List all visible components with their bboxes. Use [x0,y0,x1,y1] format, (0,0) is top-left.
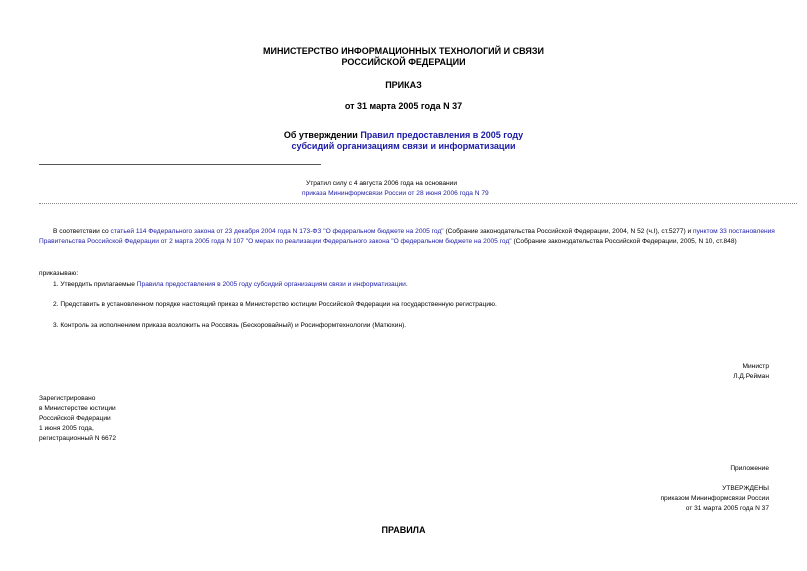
preamble-paragraph [39,227,797,246]
order-item-3: 3. Контроль за исполнением приказа возложить на Россвязь (Бескоровайный) и Росинформтехнологии (Матюхин). [53,322,407,329]
registration-line-3: Российской Федерации [39,415,111,422]
preamble-text-2: (Собрание законодательства Российской Федерации, 2004, N 52 (ч.I), ст.5277) и [443,228,694,235]
orders-word: приказываю: [39,270,79,277]
status-line: Утратил силу с 4 августа 2006 года на основании [306,180,458,187]
appendix-label: Приложение [730,465,769,472]
rules-heading: ПРАВИЛА [381,525,426,535]
title-prefix: Об утверждении [283,130,361,140]
registration-line-1: Зарегистрировано [39,395,96,402]
appendix-by-order: приказом Мининформсвязи России [660,495,769,502]
title-link-part-2[interactable]: субсидий организациям связи и информатизации [291,141,516,151]
registration-line-5: регистрационный N 6672 [39,435,117,442]
order-item-2: 2. Представить в установленном порядке настоящий приказ в Министерство юстиции Российской Федерации на государственную регистрацию. [53,301,497,308]
signature-position: Министр [742,363,769,370]
registration-line-4: 1 июня 2005 года, [39,425,94,432]
registration-line-2: в Министерстве юстиции [39,405,116,412]
status-link[interactable]: приказа Мининформсвязи России от 28 июня 2006 года N 79 [302,190,489,197]
preamble-link-point-33[interactable]: пунктом 33 постановления Правительства Российской Федерации от 2 марта 2005 года N 107 "О мерах по реализации Федерального закона "О федеральном бюджете на 2005 год" [39,228,775,245]
document-title-line-2 [0,141,807,152]
order-item-1 [53,280,408,289]
order-item-1-prefix: 1. Утвердить прилагаемые [53,281,137,288]
preamble-link-article-114[interactable]: статьей 114 Федерального закона от 23 декабря 2004 года N 173-ФЗ "О федеральном бюджете на 2005 год" [110,228,444,235]
title-link-part-1[interactable]: Правил предоставления в 2005 году [360,130,524,140]
document-title-line-1 [0,130,807,141]
appendix-order-date: от 31 марта 2005 года N 37 [685,505,769,512]
title-divider [39,164,321,165]
ministry-line-2: РОССИЙСКОЙ ФЕДЕРАЦИИ [341,57,466,67]
signature-name: Л.Д.Рейман [733,373,769,380]
preamble-text-3: (Собрание законодательства Российской Федерации, 2005, N 10, ст.848) [511,237,737,245]
preamble-text-1: В соответствии со [53,228,111,235]
order-item-1-suffix: . [405,281,408,288]
order-item-1-link[interactable]: Правила предоставления в 2005 году субсидий организациям связи и информатизации [136,281,406,288]
ministry-line-1: МИНИСТЕРСТВО ИНФОРМАЦИОННЫХ ТЕХНОЛОГИЙ И СВЯЗИ [263,46,544,56]
document-type: ПРИКАЗ [385,80,422,90]
document-date-number: от 31 марта 2005 года N 37 [344,101,463,111]
appendix-approved: УТВЕРЖДЕНЫ [722,485,769,492]
status-divider [39,203,797,204]
